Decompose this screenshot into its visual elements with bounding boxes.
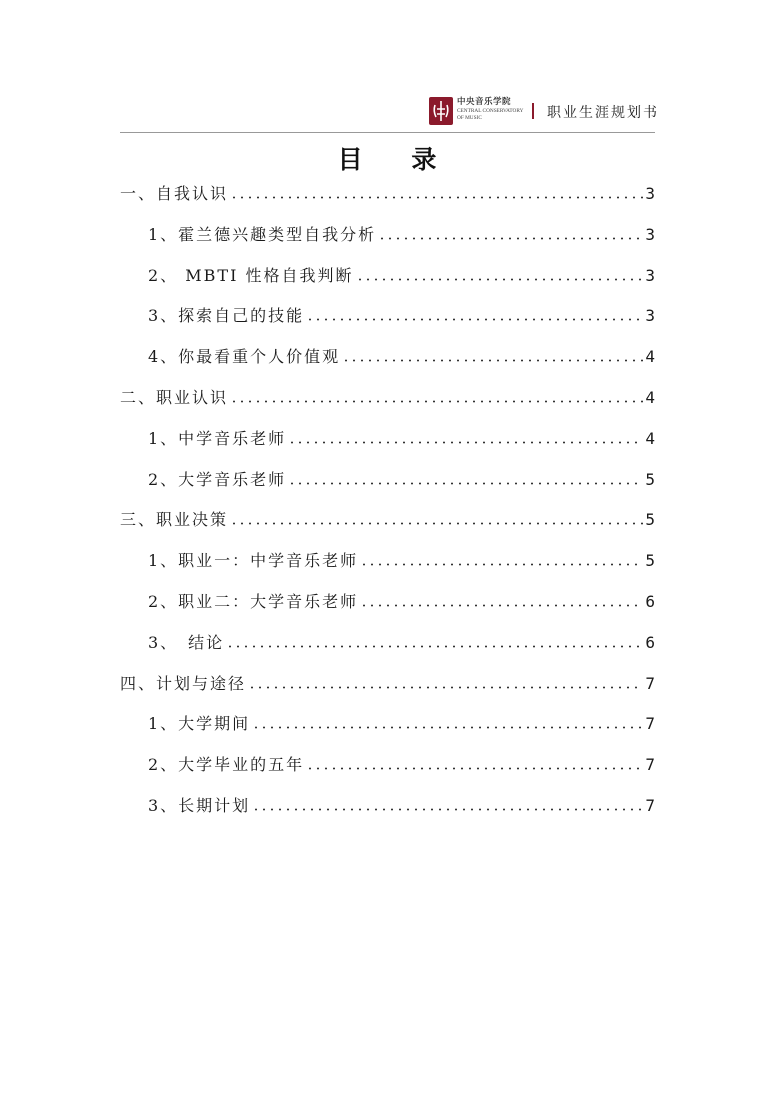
toc-entry[interactable] <box>120 426 655 467</box>
toc-entry-page: 7 <box>645 673 655 693</box>
header-rule <box>120 132 655 133</box>
toc-leader-dots <box>230 513 643 525</box>
toc-entry-page: 3 <box>645 184 655 203</box>
toc-entry[interactable] <box>120 548 655 589</box>
toc-entry-label: 1、中学音乐老师 <box>148 428 287 448</box>
header-separator <box>532 103 534 119</box>
toc-leader-dots <box>356 269 644 281</box>
toc-leader-dots <box>360 554 643 566</box>
toc-leader-dots <box>306 309 643 321</box>
toc-entry[interactable] <box>120 630 655 671</box>
toc-entry-label: 2、 MBTI 性格自我判断 <box>148 265 354 285</box>
toc-entry-label: 二、职业认识 <box>120 387 229 407</box>
toc-leader-dots <box>248 677 643 689</box>
conservatory-seal-icon <box>429 97 453 125</box>
toc-entry-label: 一、自我认识 <box>120 184 229 203</box>
toc-leader-dots <box>230 187 643 199</box>
toc-leader-dots <box>230 391 643 403</box>
toc-entry[interactable] <box>120 344 655 385</box>
toc-entry-page: 4 <box>645 428 655 448</box>
toc-entry[interactable] <box>120 671 655 712</box>
toc-leader-dots <box>288 432 643 444</box>
toc-entry-page: 7 <box>645 755 655 775</box>
header-title: 职业生涯规划书 <box>547 105 659 121</box>
toc-leader-dots <box>252 717 643 729</box>
toc-entry-page: 7 <box>645 714 655 734</box>
toc-entry-label: 3、长期计划 <box>148 795 251 815</box>
toc-entry[interactable] <box>120 711 655 752</box>
toc-entry[interactable] <box>120 589 655 630</box>
toc-entry-label: 四、计划与途径 <box>120 673 247 693</box>
toc-entry-page: 5 <box>645 510 655 530</box>
toc-entry-page: 3 <box>645 306 655 326</box>
toc-entry-page: 3 <box>645 265 655 285</box>
toc-entry[interactable] <box>120 303 655 344</box>
toc-entry-label: 1、霍兰德兴趣类型自我分析 <box>148 224 377 244</box>
toc-entry-label: 三、职业决策 <box>120 510 229 530</box>
toc-entry-label: 3、 结论 <box>148 632 225 652</box>
logo-en-line-1: CENTRAL CONSERVATORY <box>457 107 524 114</box>
toc-entry-label: 4、你最看重个人价值观 <box>148 347 341 367</box>
toc-entry[interactable] <box>120 263 655 304</box>
toc-entry-label: 2、大学音乐老师 <box>148 469 287 489</box>
toc-entry[interactable] <box>120 181 655 222</box>
toc-entry-page: 3 <box>645 224 655 244</box>
toc-entry-label: 1、大学期间 <box>148 714 251 734</box>
toc-entry-page: 5 <box>645 469 655 489</box>
toc-entry-label: 2、职业二：大学音乐老师 <box>148 591 359 611</box>
toc-leader-dots <box>226 636 643 648</box>
toc-entry-page: 6 <box>645 591 655 611</box>
toc-leader-dots <box>378 228 643 240</box>
toc-entry[interactable] <box>120 507 655 548</box>
toc-leader-dots <box>306 758 643 770</box>
toc-entry-label: 2、大学毕业的五年 <box>148 755 305 775</box>
toc-entry[interactable] <box>120 793 655 834</box>
toc-entry-page: 4 <box>645 347 655 367</box>
toc-entry-label: 1、职业一：中学音乐老师 <box>148 551 359 571</box>
toc-entry[interactable] <box>120 752 655 793</box>
toc-entry-page: 5 <box>645 551 655 571</box>
toc-list <box>120 181 655 834</box>
toc-title: 目 录 <box>337 145 457 174</box>
toc-leader-dots <box>288 473 643 485</box>
page-header <box>120 95 659 131</box>
toc-leader-dots <box>342 350 643 362</box>
logo-en-line-2: OF MUSIC <box>457 115 482 122</box>
toc-entry[interactable] <box>120 385 655 426</box>
toc-entry-page: 4 <box>645 387 655 407</box>
toc-entry[interactable] <box>120 467 655 508</box>
toc-entry-label: 3、探索自己的技能 <box>148 306 305 326</box>
toc-entry[interactable] <box>120 222 655 263</box>
logo-cn: 中央音乐学院 <box>457 97 512 107</box>
toc-leader-dots <box>252 799 643 811</box>
toc-entry-page: 7 <box>645 795 655 815</box>
toc-entry-page: 6 <box>645 632 655 652</box>
toc-leader-dots <box>360 595 643 607</box>
